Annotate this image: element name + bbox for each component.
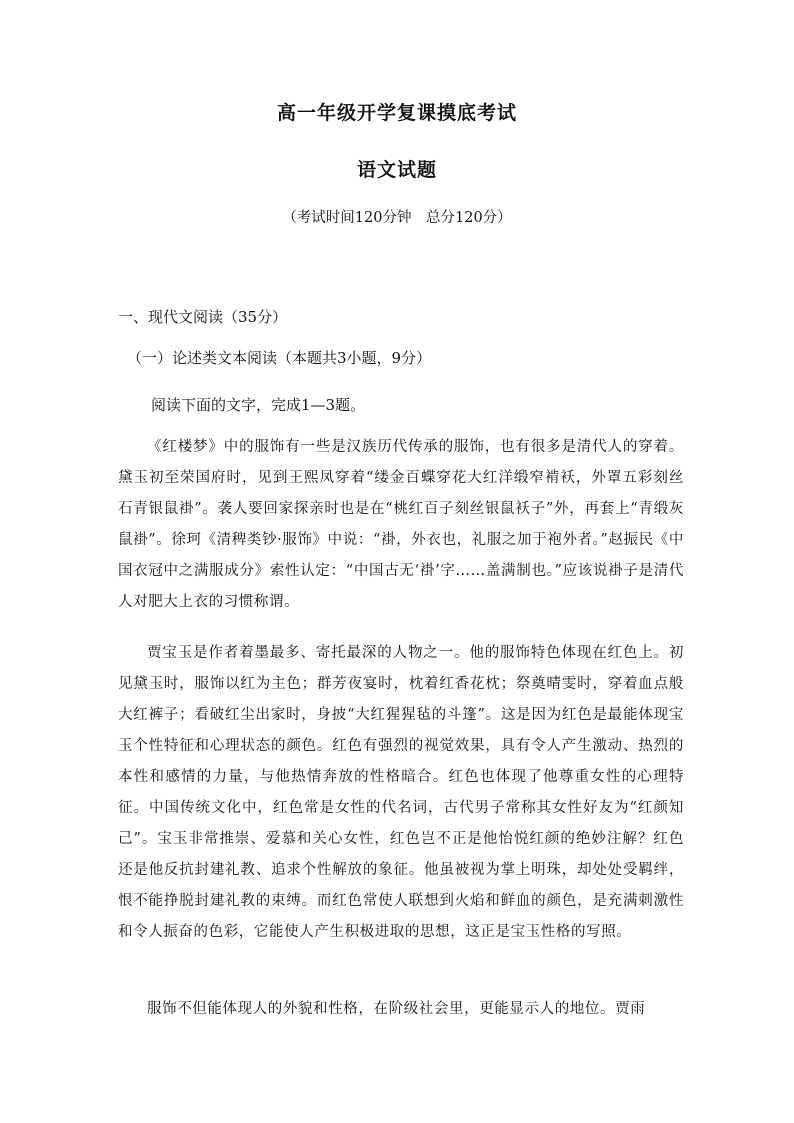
passage-paragraph-3: 服饰不但能体现人的外貌和性格，在阶级社会里，更能显示人的地位。贾雨	[147, 1001, 646, 1017]
exam-title: 高一年级开学复课摸底考试	[276, 102, 517, 124]
subject-title: 语文试题	[356, 159, 437, 181]
section-heading: 一、现代文阅读（35分）	[118, 308, 288, 326]
passage-paragraph-2: 贾宝玉是作者着墨最多、寄托最深的人物之一。他的服饰特色体现在红色上。初见黛玉时，服饰以红为主色；群芳夜宴时，枕着红香花枕；祭奠晴雯时，穿着血点般大红裤子；看破红尘出家时，身披“大红猩猩毡的斗篷”。这是因为红色是最能体现宝玉个性特征和心理状态的颜色。红色有强烈的视觉效果，具有令人产生激动、热烈的本性和感情的力量，与他热情奔放的性格暗合。红色也体现了他尊重女性的心理特征。中国传统文化中，红色常是女性的代名词，古代男子常称其女性好友为“红颜知己”。宝玉非常推崇、爱慕和关心女性，红色岂不正是他怡悦红颜的绝妙注解？红色还是他反抗封建礼教、追求个性解放的象征。他虽被视为掌上明珠，却处处受羁绊，恨不能挣脱封建礼教的束缚。而红色常使人联想到火焰和鲜血的颜色，是充满刺激性和令人振奋的色彩，它能使人产生积极进取的思想，这正是宝玉性格的写照。	[118, 645, 684, 940]
reading-instruction: 阅读下面的文字，完成1—3题。	[151, 396, 366, 414]
passage-paragraph-1: 《红楼梦》中的服饰有一些是汉族历代传承的服饰，也有很多是清代人的穿着。黛玉初至荣国府时，见到王熙凤穿着“缕金百蝶穿花大红洋缎窄褃袄，外罩五彩刻丝石青银鼠褂”。袭人要回家探亲时也是在“桃红百子刻丝银鼠袄子”外，再套上“青缎灰鼠褂”。徐珂《清稗类钞·服饰》中说：“褂，外衣也，礼服之加于袍外者。”赵振民《中国衣冠中之满服成分》索性认定：“中国古无‘褂’字……盖满制也。”应该说褂子是清代人对肥大上衣的习惯称谓。	[118, 439, 684, 610]
exam-info: （考试时间120分钟 总分120分）	[282, 210, 512, 226]
subsection-heading: （一）论述类文本阅读（本题共3小题，9分）	[127, 349, 432, 367]
